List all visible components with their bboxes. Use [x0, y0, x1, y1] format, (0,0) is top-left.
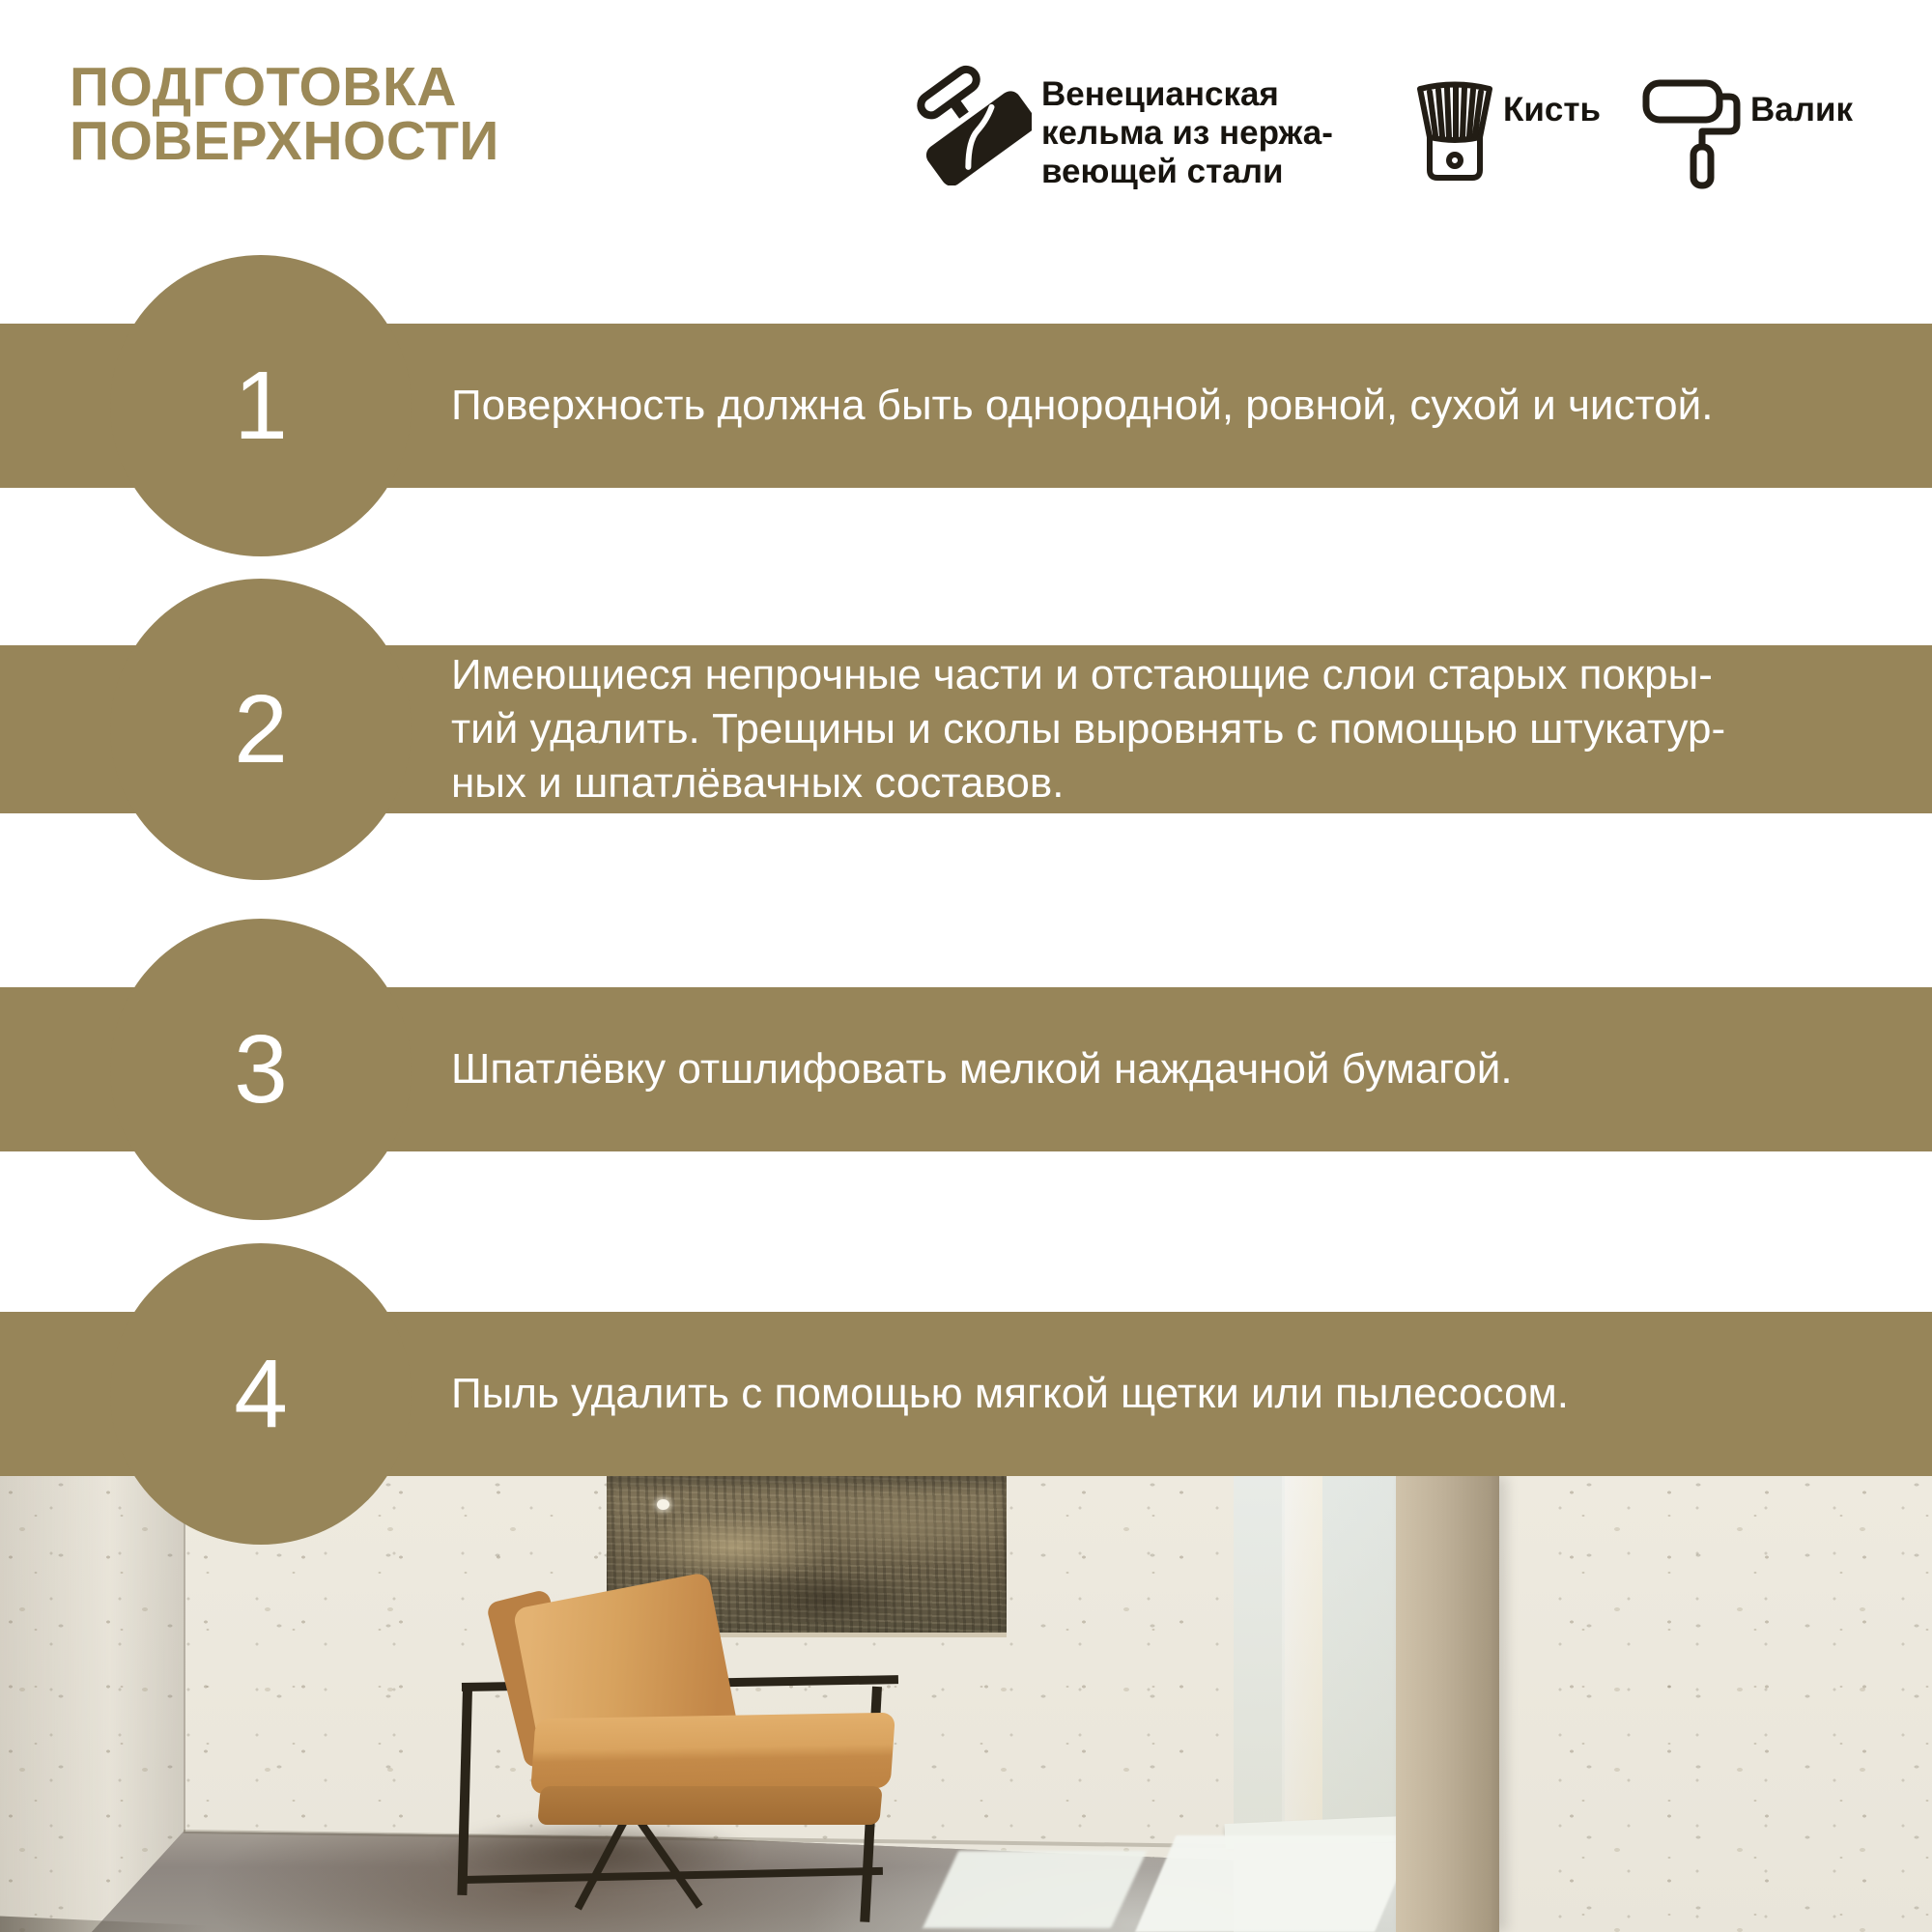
step-circle-4 — [110, 1243, 412, 1545]
window-light-patch — [1135, 1835, 1415, 1932]
step-circle-2 — [110, 579, 412, 880]
trowel-label: Венецианская кельма из нержа- веющей стали — [1041, 75, 1333, 190]
step-circle-1 — [110, 255, 412, 556]
leather-armchair — [406, 1568, 927, 1932]
step-text-1: Поверхность должна быть однородной, ровной, сухой и чистой. — [451, 382, 1714, 429]
step-number-4: 4 — [234, 1340, 288, 1448]
step-number-2: 2 — [234, 675, 288, 783]
brush-label: Кисть — [1503, 91, 1602, 128]
roller-label: Валик — [1750, 91, 1854, 128]
title-line-1: ПОДГОТОВКА — [70, 56, 457, 118]
window-light-patch — [923, 1851, 1147, 1928]
roller-icon — [1640, 73, 1745, 191]
brush-icon — [1412, 77, 1497, 191]
interior-photo — [0, 1476, 1932, 1932]
step-text-2: Имеющиеся непрочные части и отстающие слои старых покры- тий удалить. Трещины и сколы выровнять с помощью штукатур- ных и шпатлёвачных составов. — [451, 651, 1726, 807]
page-title — [70, 56, 499, 172]
step-number-1: 1 — [234, 352, 288, 460]
step-number-3: 3 — [234, 1015, 288, 1123]
panel-highlight — [657, 1499, 669, 1510]
step-text-4: Пыль удалить с помощью мягкой щетки или пылесосом. — [451, 1370, 1570, 1417]
step-text-3: Шпатлёвку отшлифовать мелкой наждачной бумагой. — [451, 1045, 1513, 1093]
trowel-icon — [914, 62, 1032, 185]
glass-tint — [1234, 1476, 1396, 1872]
beige-column — [1396, 1476, 1499, 1932]
chair-seat-base — [537, 1786, 882, 1825]
chair-seat-cushion — [530, 1713, 895, 1794]
title-line-2: ПОВЕРХНОСТИ — [70, 110, 499, 172]
step-circle-3 — [110, 919, 412, 1220]
glass-door — [1234, 1476, 1396, 1872]
